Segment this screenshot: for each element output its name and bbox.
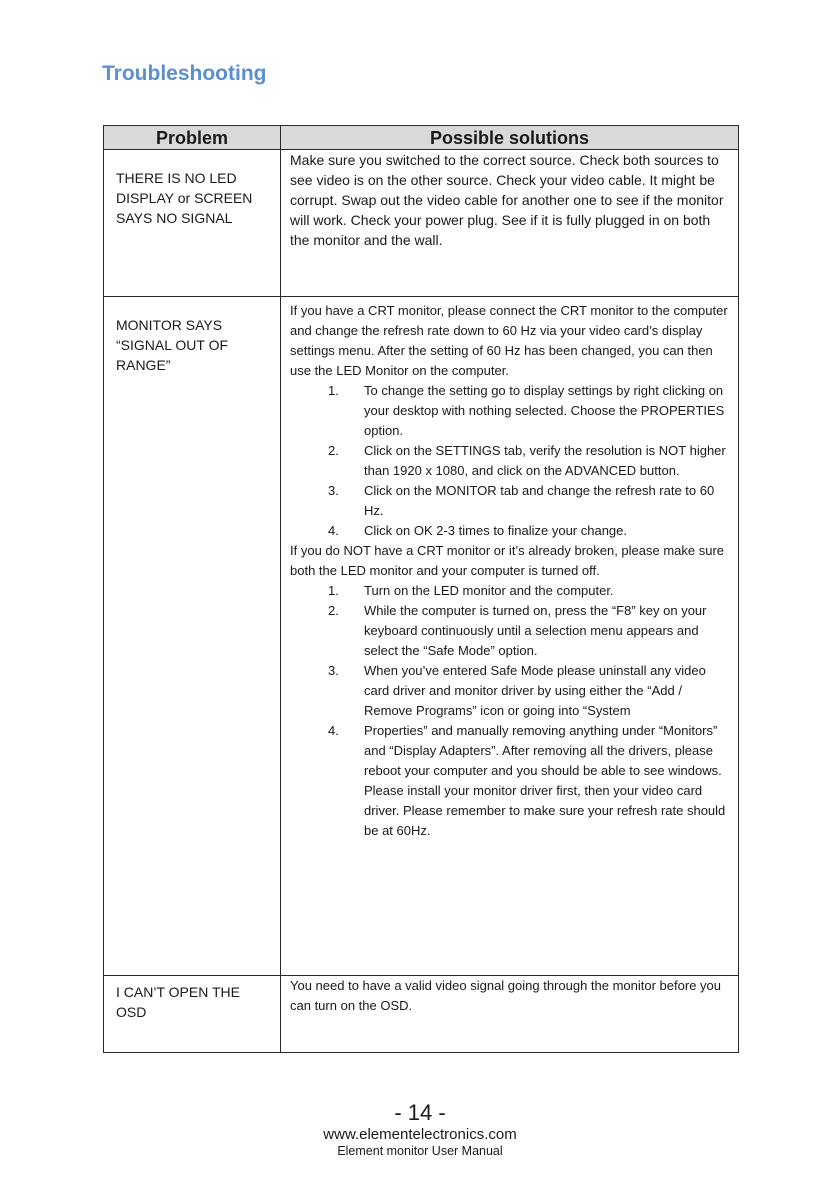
website-link: www.elementelectronics.com [323,1126,517,1143]
header-problem: Problem [104,126,281,150]
step-number: 3. [328,663,339,678]
solution-cell [281,297,739,976]
steps-list-safe-mode [290,581,730,841]
page-number: - 14 - [394,1100,446,1125]
step-number: 1. [328,583,339,598]
list-item [290,721,730,841]
step-text: Properties” and manually removing anything under “Monitors” and “Display Adapters”. After removing all the drivers, please reboot your computer and you should be able to see windows. Please install your monitor driver first, then your video card driver. Please remember to make sure your refresh rate should be at 60Hz. [364,723,726,838]
table-row [104,976,739,1053]
step-text: Turn on the LED monitor and the computer. [364,583,614,598]
list-item [290,581,730,601]
list-item [290,381,730,441]
table-row [104,297,739,976]
step-text: Click on the MONITOR tab and change the refresh rate to 60 Hz. [364,483,715,518]
problem-cell: MONITOR SAYS “SIGNAL OUT OF RANGE” [104,297,281,976]
problem-cell: THERE IS NO LED DISPLAY or SCREEN SAYS NO SIGNAL [104,150,281,297]
page-title: Troubleshooting [102,62,267,85]
step-text: Click on OK 2-3 times to finalize your change. [364,523,628,538]
problem-cell: I CAN’T OPEN THE OSD [104,976,281,1053]
table-row [104,150,739,297]
step-text: When you’ve entered Safe Mode please uninstall any video card driver and monitor driver by using either the “Add / Remove Programs” icon or going into “System [364,663,706,718]
solution-cell: You need to have a valid video signal going through the monitor before you can turn on the OSD. [281,976,739,1053]
list-item [290,661,730,721]
table-header-row [104,126,739,150]
manual-title: Element monitor User Manual [337,1144,503,1158]
step-number: 4. [328,523,339,538]
step-text: Click on the SETTINGS tab, verify the resolution is NOT higher than 1920 x 1080, and click on the ADVANCED button. [364,443,726,478]
list-item [290,441,730,481]
steps-list-crt [290,381,730,541]
step-number: 2. [328,603,339,618]
troubleshooting-table [103,125,739,1053]
solution-cell: Make sure you switched to the correct source. Check both sources to see video is on the other source. Check your video cable. It might be corrupt. Swap out the video cable for another one to see if the monitor will work. Check your power plug. See if it is fully plugged in on both the monitor and the wall. [281,150,739,297]
step-text: To change the setting go to display settings by right clicking on your desktop with nothing selected. Choose the PROPERTIES option. [364,383,725,438]
step-text: While the computer is turned on, press the “F8” key on your keyboard continuously until a selection menu appears and select the “Safe Mode” option. [364,603,707,658]
solution-middle: If you do NOT have a CRT monitor or it’s already broken, please make sure both the LED monitor and your computer is turned off. [290,543,725,578]
list-item [290,601,730,661]
solution-intro: If you have a CRT monitor, please connect the CRT monitor to the computer and change the refresh rate down to 60 Hz via your video card’s display settings menu. After the setting of 60 Hz has been changed, you can then use the LED Monitor on the computer. [290,303,728,378]
list-item [290,521,730,541]
step-number: 2. [328,443,339,458]
list-item [290,481,730,521]
step-number: 1. [328,383,339,398]
step-number: 4. [328,723,339,738]
step-number: 3. [328,483,339,498]
header-possible-solutions: Possible solutions [281,126,739,150]
